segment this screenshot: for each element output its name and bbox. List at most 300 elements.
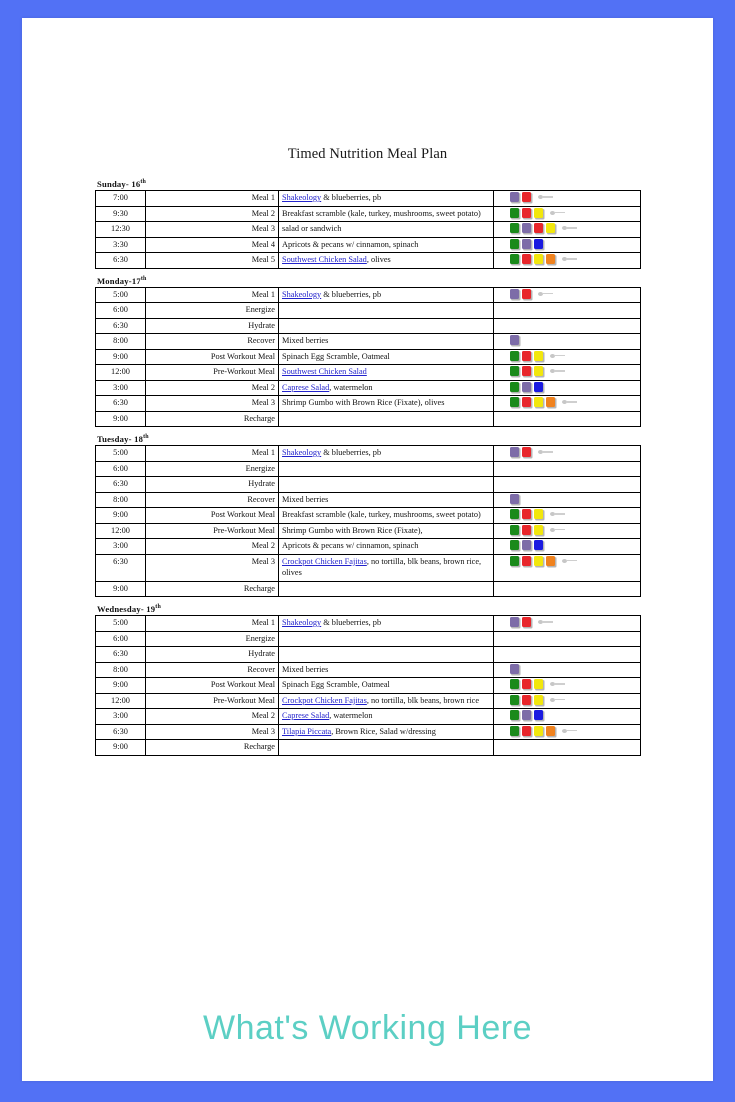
meal-time-cell: 8:00 [96, 334, 146, 350]
teaspoon-icon [562, 556, 578, 566]
green-container-icon [510, 239, 519, 249]
green-container-icon [510, 397, 519, 407]
day-header [97, 434, 640, 444]
container-chip-group [497, 382, 637, 392]
meal-label-cell: Recharge [146, 581, 279, 597]
green-container-icon [510, 710, 519, 720]
container-portions-cell [494, 616, 641, 632]
meal-food-cell [279, 709, 494, 725]
yellow-container-icon [534, 695, 543, 705]
meal-time-cell: 8:00 [96, 662, 146, 678]
day-date: 16 [131, 179, 141, 189]
day-meal-table [95, 190, 641, 269]
table-row [96, 396, 641, 412]
meal-food-text: & blueberries, pb [321, 289, 382, 299]
container-portions-cell [494, 492, 641, 508]
green-container-icon [510, 525, 519, 535]
recipe-link[interactable]: Shakeology [282, 193, 322, 202]
meal-food-cell [279, 396, 494, 412]
green-container-icon [510, 351, 519, 361]
meal-food-cell [279, 349, 494, 365]
recipe-link[interactable]: Crockpot Chicken Fajitas [282, 556, 367, 566]
container-chip-group [497, 617, 637, 627]
meal-time-cell: 9:30 [96, 206, 146, 222]
container-chip-group [497, 556, 637, 566]
recipe-link[interactable]: Tilapia Piccata [282, 726, 332, 736]
table-row [96, 678, 641, 694]
meal-food-cell [279, 523, 494, 539]
container-portions-cell [494, 581, 641, 597]
table-row [96, 303, 641, 319]
meal-label-cell: Meal 1 [146, 191, 279, 207]
yellow-container-icon [546, 223, 555, 233]
red-container-icon [522, 289, 531, 299]
container-portions-cell [494, 539, 641, 555]
meal-time-cell: 6:30 [96, 396, 146, 412]
meal-time-cell: 9:00 [96, 678, 146, 694]
meal-time-cell: 12:00 [96, 523, 146, 539]
container-portions-cell [494, 461, 641, 477]
meal-time-cell: 12:30 [96, 222, 146, 238]
teaspoon-icon [538, 617, 554, 627]
table-row [96, 477, 641, 493]
container-chip-group [497, 208, 637, 218]
teaspoon-icon [538, 192, 554, 202]
meal-label-cell: Post Workout Meal [146, 678, 279, 694]
meal-time-cell: 6:30 [96, 477, 146, 493]
meal-time-cell: 6:00 [96, 631, 146, 647]
table-row [96, 461, 641, 477]
table-row [96, 287, 641, 303]
meal-label-cell: Meal 4 [146, 237, 279, 253]
container-chip-group [497, 223, 637, 233]
day-header [97, 276, 640, 286]
meal-time-cell: 6:00 [96, 461, 146, 477]
table-row [96, 539, 641, 555]
meal-label-cell: Energize [146, 631, 279, 647]
container-portions-cell [494, 334, 641, 350]
meal-food-text: Spinach Egg Scramble, Oatmeal [282, 351, 390, 361]
container-portions-cell [494, 508, 641, 524]
meal-label-cell: Pre-Workout Meal [146, 693, 279, 709]
day-name: Sunday- [97, 179, 129, 189]
meal-food-text: Mixed berries [282, 664, 329, 674]
table-row [96, 411, 641, 427]
purple-container-icon [522, 382, 531, 392]
meal-food-cell [279, 647, 494, 663]
table-row [96, 581, 641, 597]
table-row [96, 349, 641, 365]
container-portions-cell [494, 446, 641, 462]
meal-label-cell: Recover [146, 334, 279, 350]
orange-container-icon [546, 556, 555, 566]
meal-food-cell [279, 303, 494, 319]
meal-time-cell: 6:00 [96, 303, 146, 319]
meal-time-cell: 6:30 [96, 724, 146, 740]
meal-label-cell: Energize [146, 461, 279, 477]
yellow-container-icon [534, 525, 543, 535]
day-date-suffix: th [155, 604, 161, 611]
meal-food-text: Spinach Egg Scramble, Oatmeal [282, 680, 390, 689]
container-chip-group [497, 254, 637, 264]
teaspoon-icon [562, 254, 578, 264]
red-container-icon [522, 447, 531, 457]
meal-food-cell [279, 287, 494, 303]
container-chip-group [497, 494, 637, 504]
meal-food-cell [279, 554, 494, 581]
meal-food-cell [279, 191, 494, 207]
container-portions-cell [494, 678, 641, 694]
meal-label-cell: Meal 2 [146, 206, 279, 222]
container-portions-cell [494, 740, 641, 756]
container-portions-cell [494, 253, 641, 269]
green-container-icon [510, 695, 519, 705]
purple-container-icon [510, 335, 519, 345]
table-row [96, 724, 641, 740]
day-date: 19 [146, 604, 156, 614]
recipe-link[interactable]: Shakeology [282, 618, 322, 627]
day-meal-table [95, 615, 641, 756]
meal-food-cell [279, 318, 494, 334]
teaspoon-icon [562, 397, 578, 407]
meal-food-text: , watermelon [329, 382, 373, 392]
container-portions-cell [494, 287, 641, 303]
pin-white-card [22, 18, 713, 1081]
purple-container-icon [510, 192, 519, 202]
meal-time-cell: 5:00 [96, 616, 146, 632]
meal-food-text: , watermelon [329, 711, 373, 720]
container-chip-group [497, 695, 637, 705]
purple-container-icon [522, 239, 531, 249]
meal-label-cell: Meal 2 [146, 709, 279, 725]
meal-food-cell [279, 539, 494, 555]
meal-food-text: Breakfast scramble (kale, turkey, mushrooms, sweet potato) [282, 208, 481, 218]
meal-label-cell: Recover [146, 662, 279, 678]
day-name: Tuesday- [97, 434, 132, 444]
teaspoon-icon [550, 509, 566, 519]
meal-time-cell: 9:00 [96, 411, 146, 427]
day-header [97, 179, 640, 189]
purple-container-icon [510, 494, 519, 504]
table-row [96, 446, 641, 462]
container-portions-cell [494, 411, 641, 427]
green-container-icon [510, 366, 519, 376]
yellow-container-icon [534, 208, 543, 218]
red-container-icon [534, 223, 543, 233]
red-container-icon [522, 351, 531, 361]
purple-container-icon [510, 617, 519, 627]
teaspoon-icon [562, 223, 578, 233]
meal-time-cell: 3:30 [96, 237, 146, 253]
container-portions-cell [494, 523, 641, 539]
green-container-icon [510, 254, 519, 264]
brand-caption: What's Working Here [202, 1008, 532, 1047]
meal-food-text: , no tortilla, blk beans, brown rice, olives [282, 556, 482, 577]
purple-container-icon [522, 223, 531, 233]
meal-food-text: Shrimp Gumbo with Brown Rice (Fixate), olives [282, 398, 445, 407]
pin-footer [22, 983, 713, 1081]
container-portions-cell [494, 303, 641, 319]
meal-label-cell: Meal 1 [146, 446, 279, 462]
meal-time-cell: 6:30 [96, 554, 146, 581]
table-row [96, 365, 641, 381]
meal-label-cell: Meal 3 [146, 554, 279, 581]
recipe-link[interactable]: Southwest Chicken Salad [282, 255, 367, 264]
meal-food-text: & blueberries, pb [321, 618, 382, 627]
meal-label-cell: Hydrate [146, 647, 279, 663]
blue-container-icon [534, 710, 543, 720]
purple-container-icon [522, 710, 531, 720]
container-chip-group [497, 726, 637, 736]
container-portions-cell [494, 724, 641, 740]
container-chip-group [497, 710, 637, 720]
meal-food-cell [279, 662, 494, 678]
container-portions-cell [494, 477, 641, 493]
container-chip-group [497, 239, 637, 249]
container-portions-cell [494, 237, 641, 253]
meal-food-cell [279, 477, 494, 493]
page-title: Timed Nutrition Meal Plan [287, 146, 448, 162]
container-chip-group [497, 664, 637, 674]
green-container-icon [510, 540, 519, 550]
red-container-icon [522, 397, 531, 407]
meal-food-text: Mixed berries [282, 336, 329, 345]
meal-food-text: Shrimp Gumbo with Brown Rice (Fixate), [282, 525, 423, 535]
meal-label-cell: Post Workout Meal [146, 349, 279, 365]
yellow-container-icon [534, 679, 543, 689]
table-row [96, 206, 641, 222]
day-date: 17 [131, 275, 141, 286]
teaspoon-icon [550, 695, 566, 705]
table-row [96, 631, 641, 647]
teaspoon-icon [550, 351, 566, 361]
meal-food-text: & blueberries, pb [321, 448, 382, 457]
table-row [96, 709, 641, 725]
meal-label-cell: Pre-Workout Meal [146, 365, 279, 381]
container-portions-cell [494, 662, 641, 678]
teaspoon-icon [562, 726, 578, 736]
purple-container-icon [510, 447, 519, 457]
meal-time-cell: 3:00 [96, 709, 146, 725]
day-name: Monday- [97, 275, 132, 286]
container-portions-cell [494, 318, 641, 334]
meal-label-cell: Recharge [146, 740, 279, 756]
table-row [96, 191, 641, 207]
meal-food-cell [279, 334, 494, 350]
green-container-icon [510, 208, 519, 218]
container-portions-cell [494, 206, 641, 222]
table-row [96, 740, 641, 756]
day-header [97, 604, 640, 614]
green-container-icon [510, 726, 519, 736]
container-portions-cell [494, 380, 641, 396]
container-chip-group [497, 335, 637, 345]
container-chip-group [497, 397, 637, 407]
table-row [96, 554, 641, 581]
purple-container-icon [522, 540, 531, 550]
meal-time-cell: 9:00 [96, 508, 146, 524]
yellow-container-icon [534, 397, 543, 407]
recipe-link[interactable]: Crockpot Chicken Fajitas [282, 695, 367, 705]
teaspoon-icon [550, 208, 566, 218]
orange-container-icon [546, 397, 555, 407]
container-chip-group [497, 351, 637, 361]
meal-food-cell [279, 365, 494, 381]
purple-container-icon [510, 289, 519, 299]
red-container-icon [522, 617, 531, 627]
green-container-icon [510, 679, 519, 689]
meal-food-text: salad or sandwich [282, 224, 342, 233]
day-meal-table [95, 445, 641, 597]
red-container-icon [522, 556, 531, 566]
meal-food-cell [279, 631, 494, 647]
table-row [96, 334, 641, 350]
green-container-icon [510, 382, 519, 392]
meal-label-cell: Meal 1 [146, 287, 279, 303]
blue-container-icon [534, 382, 543, 392]
meal-time-cell: 12:00 [96, 693, 146, 709]
meal-time-cell: 6:30 [96, 318, 146, 334]
meal-label-cell: Meal 2 [146, 539, 279, 555]
purple-container-icon [510, 664, 519, 674]
yellow-container-icon [534, 366, 543, 376]
green-container-icon [510, 556, 519, 566]
container-chip-group [497, 289, 637, 299]
table-row [96, 508, 641, 524]
day-name: Wednesday- [97, 604, 144, 614]
table-row [96, 237, 641, 253]
document-viewport [22, 18, 713, 983]
red-container-icon [522, 366, 531, 376]
meal-label-cell: Recharge [146, 411, 279, 427]
recipe-link[interactable]: Southwest Chicken Salad [282, 367, 367, 376]
meal-food-cell [279, 237, 494, 253]
green-container-icon [510, 509, 519, 519]
meal-plan-tables [95, 163, 640, 756]
teaspoon-icon [550, 525, 566, 535]
day-date-suffix: th [140, 275, 147, 282]
container-portions-cell [494, 365, 641, 381]
container-portions-cell [494, 191, 641, 207]
container-portions-cell [494, 554, 641, 581]
table-row [96, 647, 641, 663]
red-container-icon [522, 208, 531, 218]
yellow-container-icon [534, 254, 543, 264]
meal-time-cell: 3:00 [96, 380, 146, 396]
meal-food-text: Apricots & pecans w/ cinnamon, spinach [282, 541, 419, 550]
container-portions-cell [494, 709, 641, 725]
table-row [96, 380, 641, 396]
meal-food-cell [279, 206, 494, 222]
red-container-icon [522, 509, 531, 519]
table-row [96, 616, 641, 632]
green-container-icon [510, 223, 519, 233]
day-date-suffix: th [143, 434, 149, 441]
red-container-icon [522, 726, 531, 736]
recipe-link[interactable]: Shakeology [282, 289, 322, 299]
container-chip-group [497, 366, 637, 376]
meal-food-cell [279, 380, 494, 396]
meal-food-text: , olives [366, 255, 391, 264]
meal-label-cell: Hydrate [146, 318, 279, 334]
meal-food-text: Mixed berries [282, 494, 329, 504]
meal-time-cell: 12:00 [96, 365, 146, 381]
meal-food-cell [279, 581, 494, 597]
container-portions-cell [494, 693, 641, 709]
container-portions-cell [494, 222, 641, 238]
table-row [96, 318, 641, 334]
meal-food-cell [279, 678, 494, 694]
recipe-link[interactable]: Caprese Salad [282, 711, 330, 720]
table-row [96, 222, 641, 238]
meal-label-cell: Pre-Workout Meal [146, 523, 279, 539]
blue-container-icon [534, 540, 543, 550]
meal-label-cell: Meal 3 [146, 222, 279, 238]
meal-food-cell [279, 411, 494, 427]
meal-time-cell: 5:00 [96, 287, 146, 303]
meal-label-cell: Meal 5 [146, 253, 279, 269]
recipe-link[interactable]: Shakeology [282, 448, 322, 457]
meal-label-cell: Recover [146, 492, 279, 508]
day-date-suffix: th [140, 179, 147, 186]
teaspoon-icon [550, 679, 566, 689]
meal-label-cell: Hydrate [146, 477, 279, 493]
yellow-container-icon [534, 556, 543, 566]
teaspoon-icon [538, 447, 554, 457]
meal-label-cell: Post Workout Meal [146, 508, 279, 524]
meal-time-cell: 9:00 [96, 349, 146, 365]
teaspoon-icon [538, 289, 554, 299]
meal-food-cell [279, 616, 494, 632]
table-row [96, 693, 641, 709]
container-chip-group [497, 679, 637, 689]
meal-food-cell [279, 492, 494, 508]
meal-food-cell [279, 740, 494, 756]
recipe-link[interactable]: Caprese Salad [282, 382, 330, 392]
meal-food-text: Apricots & pecans w/ cinnamon, spinach [282, 239, 419, 249]
meal-time-cell: 3:00 [96, 539, 146, 555]
container-portions-cell [494, 647, 641, 663]
meal-food-cell [279, 461, 494, 477]
yellow-container-icon [534, 509, 543, 519]
meal-time-cell: 9:00 [96, 581, 146, 597]
blue-container-icon [534, 239, 543, 249]
table-row [96, 662, 641, 678]
meal-food-cell [279, 508, 494, 524]
container-portions-cell [494, 631, 641, 647]
red-container-icon [522, 192, 531, 202]
meal-food-cell [279, 693, 494, 709]
container-chip-group [497, 540, 637, 550]
meal-label-cell: Energize [146, 303, 279, 319]
container-chip-group [497, 447, 637, 457]
container-chip-group [497, 192, 637, 202]
container-portions-cell [494, 396, 641, 412]
red-container-icon [522, 254, 531, 264]
table-row [96, 253, 641, 269]
orange-container-icon [546, 726, 555, 736]
meal-time-cell: 7:00 [96, 191, 146, 207]
day-date: 18 [134, 434, 144, 444]
meal-time-cell: 6:30 [96, 253, 146, 269]
meal-time-cell: 8:00 [96, 492, 146, 508]
meal-time-cell: 6:30 [96, 647, 146, 663]
container-portions-cell [494, 349, 641, 365]
meal-food-text: , Brown Rice, Salad w/dressing [331, 726, 436, 736]
container-chip-group [497, 509, 637, 519]
teaspoon-icon [550, 366, 566, 376]
meal-time-cell: 5:00 [96, 446, 146, 462]
